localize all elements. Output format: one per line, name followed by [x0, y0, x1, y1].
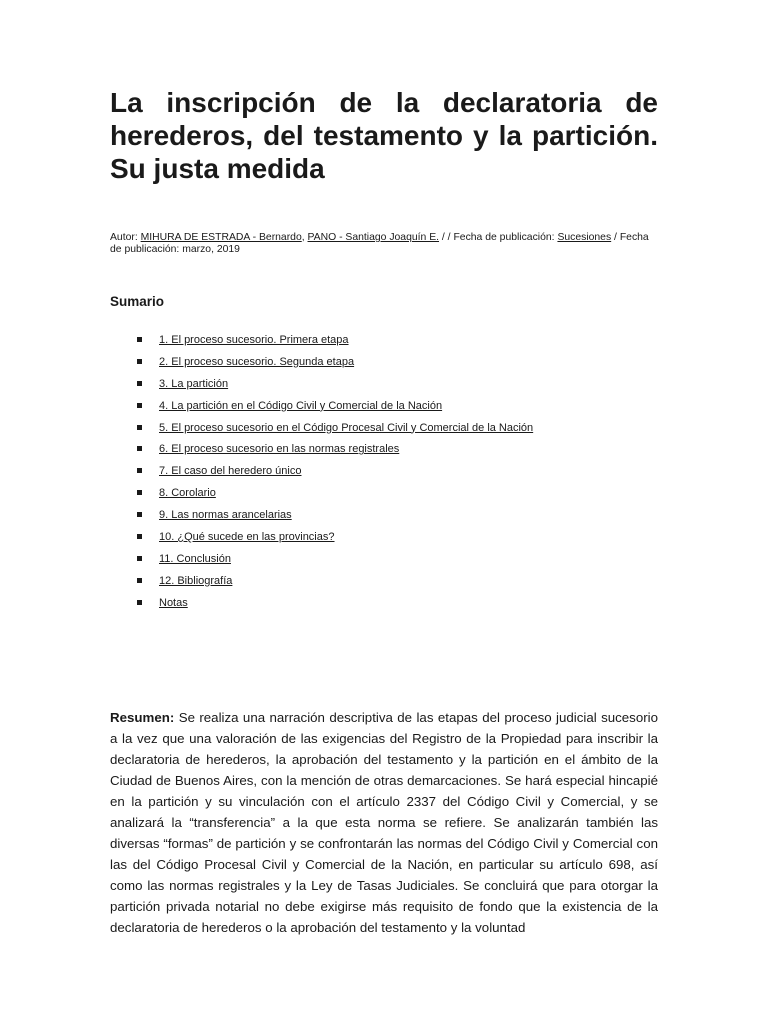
author-link-pano[interactable]: PANO - Santiago Joaquín E.: [307, 232, 440, 243]
publication-meta: [110, 232, 658, 256]
toc-item: [110, 332, 533, 354]
toc-link[interactable]: Notas: [159, 596, 188, 609]
toc-link[interactable]: 4. La partición en el Código Civil y Comercial de la Nación: [159, 399, 443, 412]
summary-heading: Sumario: [110, 294, 165, 309]
bullet-icon: [137, 490, 142, 495]
bullet-icon: [137, 600, 142, 605]
toc-link[interactable]: 8. Corolario: [159, 487, 216, 500]
toc-item: [110, 529, 533, 551]
toc-link[interactable]: 1. El proceso sucesorio. Primera etapa: [159, 334, 349, 346]
abstract-label: Resumen:: [110, 710, 175, 725]
bullet-icon: [137, 446, 142, 451]
toc-item: [110, 376, 533, 398]
abstract-paragraph: [110, 707, 658, 938]
toc-link[interactable]: 7. El caso del heredero único: [159, 465, 302, 478]
bullet-icon: [137, 578, 142, 583]
category-link-sucesiones[interactable]: Sucesiones: [557, 232, 612, 243]
bullet-icon: [137, 381, 142, 386]
toc-item: [110, 398, 533, 420]
toc-link[interactable]: 9. Las normas arancelarias: [159, 509, 292, 522]
abstract-text: Se realiza una narración descriptiva de las etapas del proceso judicial sucesorio a la vez que una valoración de las exigencias del Registro de la Propiedad para inscribir la declaratoria de herederos, la aprobación del testamento y la partición en el ámbito de la Ciudad de Buenos Aires, con la mención de otras demarcaciones. Se hará especial hincapié en la partición y su vinculación con el artículo 2337 del Código Civil y Comercial, y se analizará la “transferencia” a la que esta norma se refiere. Se analizarán también las diversas “formas” de partición y se confrontarán las normas del Código Civil y Comercial con las del Código Procesal Civil y Comercial de la Nación, en particular su artículo 698, así como las normas registrales y la Ley de Tasas Judiciales. Se concluirá que para otorgar la partición privada notarial no debe exigirse más requisito de fondo que la existencia de la declaratoria de herederos o la aprobación del testamento y la voluntad: [110, 710, 658, 935]
bullet-icon: [137, 337, 142, 342]
toc-link[interactable]: 12. Bibliografía: [159, 574, 233, 587]
toc-item: [110, 573, 533, 595]
table-of-contents: [110, 332, 533, 617]
toc-item: [110, 420, 533, 442]
toc-item: [110, 354, 533, 376]
bullet-icon: [137, 556, 142, 561]
author-separator: ,: [301, 232, 305, 243]
toc-item: [110, 551, 533, 573]
publication-date: / Fecha de publicación: marzo, 2019: [110, 232, 649, 255]
toc-item: [110, 595, 533, 617]
author-label: Autor:: [110, 232, 138, 243]
toc-item: [110, 485, 533, 507]
bullet-icon: [137, 468, 142, 473]
bullet-icon: [137, 359, 142, 364]
toc-link[interactable]: 11. Conclusión: [159, 552, 231, 565]
toc-item: [110, 441, 533, 463]
toc-link[interactable]: 6. El proceso sucesorio en las normas registrales: [159, 443, 400, 456]
toc-item: [110, 507, 533, 529]
bullet-icon: [137, 512, 142, 517]
toc-link[interactable]: 2. El proceso sucesorio. Segunda etapa: [159, 355, 355, 368]
author-link-mihura[interactable]: MIHURA DE ESTRADA - Bernardo: [140, 232, 302, 243]
bullet-icon: [137, 403, 142, 408]
bullet-icon: [137, 425, 142, 430]
bullet-icon: [137, 534, 142, 539]
publication-label: / / Fecha de publicación:: [439, 232, 555, 243]
toc-item: [110, 463, 533, 485]
toc-link[interactable]: 5. El proceso sucesorio en el Código Procesal Civil y Comercial de la Nación: [159, 421, 534, 434]
toc-link[interactable]: 10. ¿Qué sucede en las provincias?: [159, 531, 335, 544]
toc-link[interactable]: 3. La partición: [159, 377, 229, 390]
document-title: La inscripción de la declaratoria de herederos, del testamento y la partición. Su justa medida: [110, 87, 658, 184]
